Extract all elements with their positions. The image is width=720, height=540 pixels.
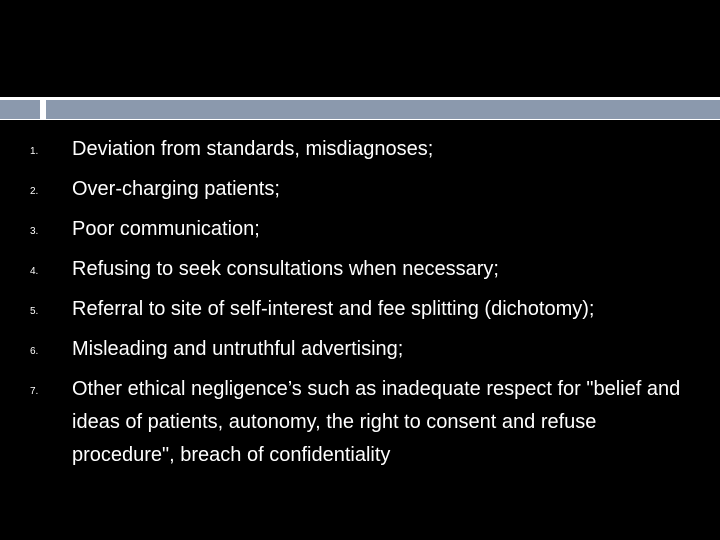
list-item — [0, 173, 720, 206]
list-item-text: Deviation from standards, misdiagnoses; — [72, 138, 434, 160]
list-item-text: Over-charging patients; — [72, 178, 280, 200]
list-item-number: 4. — [30, 266, 39, 277]
header-accent-block-left — [0, 100, 40, 119]
numbered-list — [0, 133, 720, 472]
list-item-text: Misleading and untruthful advertising; — [72, 338, 404, 360]
list-item — [0, 213, 720, 246]
list-item-text: Poor communication; — [72, 218, 260, 240]
header-accent-block-right — [46, 100, 720, 119]
list-item — [0, 253, 720, 286]
list-item-number: 5. — [30, 306, 39, 317]
list-item-number: 7. — [30, 386, 39, 397]
list-item-number: 2. — [30, 186, 39, 197]
list-item — [0, 133, 720, 166]
list-item — [0, 373, 720, 472]
list-item-number: 1. — [30, 146, 39, 157]
list-item-number: 3. — [30, 226, 39, 237]
list-item — [0, 293, 720, 326]
list-item-number: 6. — [30, 346, 39, 357]
list-item-text: Refusing to seek consultations when necessary; — [72, 258, 499, 280]
list-item — [0, 333, 720, 366]
list-item-text: Referral to site of self-interest and fee splitting (dichotomy); — [72, 298, 595, 320]
list-item-text: Other ethical negligence’s such as inadequate respect for "belief and ideas of patients, autonomy, the right to consent and refuse procedure", breach of confidentiality — [72, 378, 681, 466]
